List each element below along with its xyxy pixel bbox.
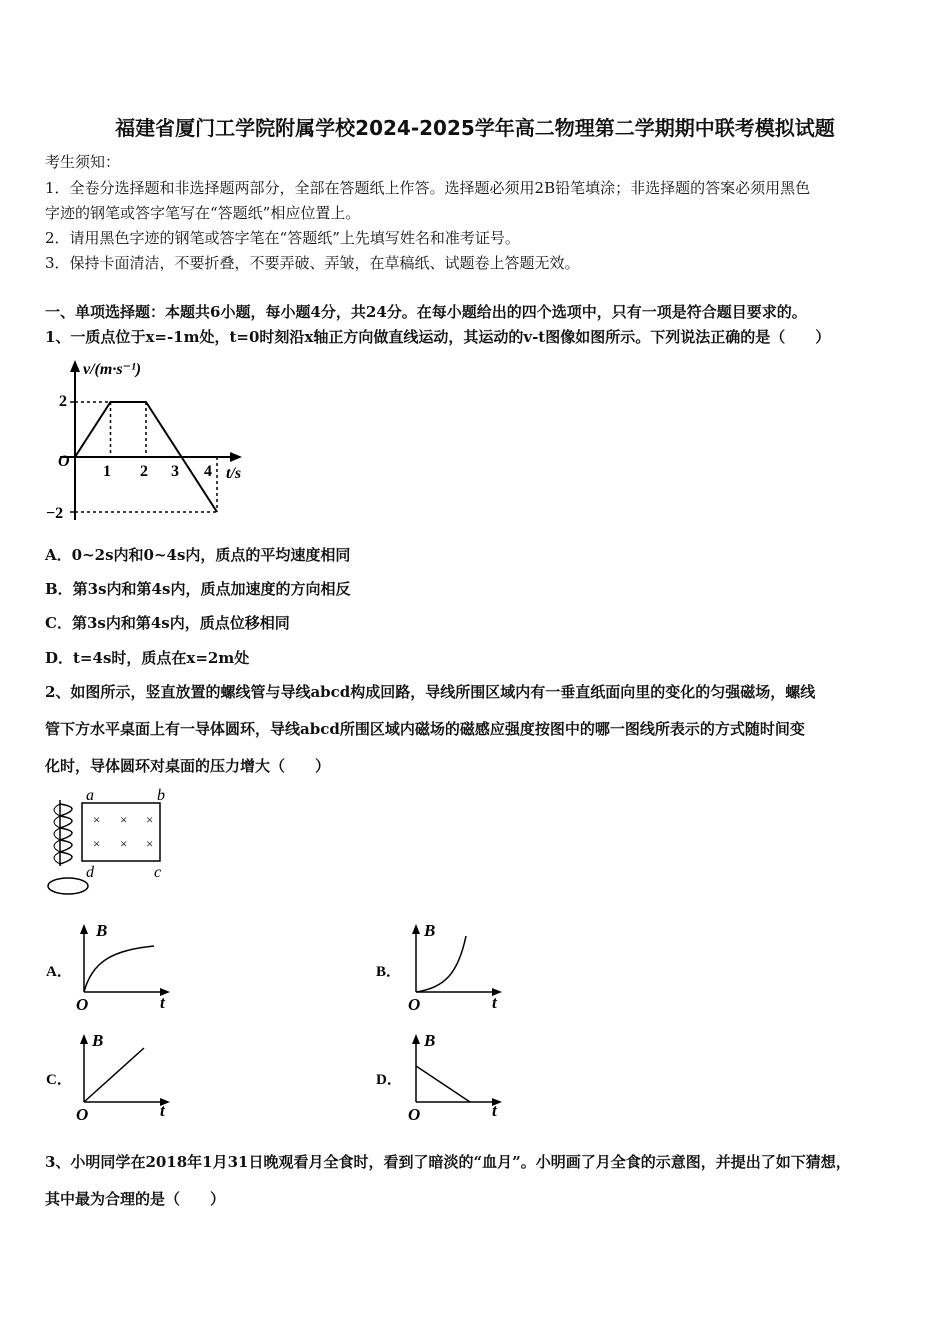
notice-heading: 考生须知： [45, 153, 121, 171]
y-tick-label: −2 [46, 505, 64, 522]
option-a-graph [46, 921, 170, 1014]
option-label: B． [376, 964, 402, 980]
field-mark: × [120, 812, 128, 827]
notice-item: 3．保持卡面清洁，不要折叠，不要弄破、弄皱，在草稿纸、试题卷上答题无效。 [45, 254, 580, 272]
x-tick-label: 1 [103, 463, 111, 480]
field-mark: × [146, 812, 154, 827]
b-label: B [424, 921, 436, 940]
b-curve [416, 936, 466, 992]
b-curve [84, 946, 154, 992]
b-curve [416, 1066, 470, 1102]
b-axis-arrow [80, 924, 88, 934]
t-axis-label: t/s [226, 465, 242, 482]
question-2-line: 2、如图所示，竖直放置的螺线管与导线abcd构成回路，导线所围区域内有一垂直纸面向里的变化的匀强磁场，螺线 [45, 683, 816, 701]
option-label: A． [46, 964, 72, 980]
option-label: D． [376, 1072, 402, 1088]
b-label: B [424, 1031, 436, 1050]
q1-option-b: B．第3s内和第4s内，质点加速度的方向相反 [45, 580, 351, 598]
origin-label: O [76, 1105, 89, 1124]
field-mark: × [146, 836, 154, 851]
q1-option-c: C．第3s内和第4s内，质点位移相同 [45, 614, 290, 632]
b-axis-arrow [412, 924, 420, 934]
option-c-graph [46, 1031, 170, 1124]
t-label: t [160, 1101, 165, 1120]
b-curve [84, 1048, 144, 1102]
x-tick-label: 2 [140, 463, 148, 480]
field-mark: × [120, 836, 128, 851]
field-mark: × [93, 812, 101, 827]
label-d: d [86, 864, 94, 881]
section-heading: 一、单项选择题：本题共6小题，每小题4分，共24分。在每小题给出的四个选项中，只有一项是符合题目要求的。 [45, 303, 807, 321]
label-c: c [154, 864, 162, 881]
origin-label: O [408, 1105, 421, 1124]
b-label: B [96, 921, 108, 940]
y-tick-label: 2 [59, 393, 67, 410]
t-label: t [160, 993, 165, 1012]
question-2-line: 化时，导体圆环对桌面的压力增大（ ） [45, 757, 331, 775]
origin-label: O [58, 453, 70, 470]
question-1-stem: 1、一质点位于x=-1m处，t=0时刻沿x轴正方向做直线运动，其运动的v-t图像如图所示。下列说法正确的是（ ） [45, 328, 831, 346]
b-axis-arrow [80, 1034, 88, 1044]
question-3-line: 3、小明同学在2018年1月31日晚观看月全食时，看到了暗淡的“血月”。小明画了月全食的示意图，并提出了如下猜想， [45, 1153, 851, 1171]
v-axis-label: v/(m·s⁻¹) [83, 361, 142, 378]
q1-option-a: A．0~2s内和0~4s内，质点的平均速度相同 [45, 546, 351, 564]
b-axis-arrow [412, 1034, 420, 1044]
notice-item: 字迹的钢笔或答字笔写在“答题纸”相应位置上。 [45, 204, 361, 222]
b-label: B [92, 1031, 104, 1050]
origin-label: O [408, 995, 421, 1014]
q1-option-d: D．t=4s时，质点在x=2m处 [45, 649, 250, 667]
origin-label: O [76, 995, 89, 1014]
notice-item: 2．请用黑色字迹的钢笔或答字笔在“答题纸”上先填写姓名和准考证号。 [45, 229, 520, 247]
notice-item: 1．全卷分选择题和非选择题两部分，全部在答题纸上作答。选择题必须用2B铅笔填涂；非选择题的答案必须用黑色 [45, 179, 811, 197]
question-2-line: 管下方水平桌面上有一导体圆环，导线abcd所围区域内磁场的磁感应强度按图中的哪一图线所表示的方式随时间变 [45, 720, 805, 738]
label-a: a [86, 787, 94, 804]
x-tick-label: 4 [204, 463, 212, 480]
option-b-graph [376, 921, 502, 1014]
t-label: t [492, 993, 497, 1012]
question-3-line: 其中最为合理的是（ ） [45, 1190, 226, 1208]
page-title: 福建省厦门工学院附属学校2024-2025学年高二物理第二学期期中联考模拟试题 [115, 116, 835, 140]
t-label: t [492, 1101, 497, 1120]
label-b: b [157, 787, 165, 804]
option-d-graph [376, 1031, 502, 1124]
x-tick-label: 3 [171, 463, 179, 480]
option-label: C． [46, 1072, 72, 1088]
field-mark: × [93, 836, 101, 851]
